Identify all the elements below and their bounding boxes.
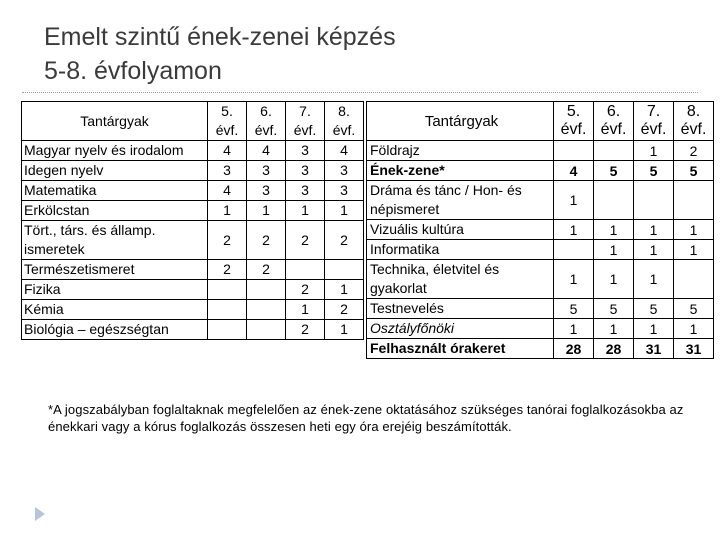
subject-cell: Vizuális kultúra [367, 220, 554, 240]
hours-cell [286, 260, 325, 280]
hours-cell: 28 [594, 339, 634, 359]
table-row [22, 320, 364, 340]
hours-cell [554, 141, 594, 161]
column-header-subject: Tantárgyak [22, 102, 208, 141]
subject-cell: Kémia [22, 300, 208, 320]
hours-cell [325, 260, 364, 280]
hours-cell [634, 181, 674, 220]
table-header-row [367, 102, 714, 141]
table-row [22, 201, 364, 221]
table-row [367, 161, 714, 181]
hours-cell: 3 [208, 161, 247, 181]
hours-cell: 5 [594, 299, 634, 319]
subject-cell: Osztályfőnöki [367, 319, 554, 339]
slide-title: Emelt szintű ének-zenei képzés [44, 23, 396, 51]
hours-cell: 1 [674, 319, 714, 339]
table-row [367, 319, 714, 339]
hours-cell: 28 [554, 339, 594, 359]
hours-cell: 1 [247, 201, 286, 221]
subject-cell: Természetismeret [22, 260, 208, 280]
table-row [22, 161, 364, 181]
hours-cell: 1 [554, 319, 594, 339]
hours-cell: 1 [674, 240, 714, 260]
column-header-grade [634, 102, 674, 141]
hours-cell: 1 [554, 220, 594, 240]
hours-cell [554, 240, 594, 260]
column-header-grade [554, 102, 594, 141]
subject-cell: Tört., társ. és államp. ismeretek [22, 221, 208, 260]
hours-cell: 1 [286, 201, 325, 221]
column-header-grade [674, 102, 714, 141]
hours-cell: 31 [634, 339, 674, 359]
subject-cell: Testnevelés [367, 299, 554, 319]
hours-cell [208, 320, 247, 340]
hours-cell: 1 [325, 201, 364, 221]
hours-cell: 1 [325, 280, 364, 300]
hours-cell: 4 [554, 161, 594, 181]
subject-cell: Dráma és tánc / Hon- és népismeret [367, 181, 554, 220]
hours-cell: 2 [674, 141, 714, 161]
hours-cell: 2 [247, 221, 286, 260]
hours-cell: 2 [286, 280, 325, 300]
hours-cell: 3 [247, 161, 286, 181]
hours-cell: 1 [286, 300, 325, 320]
grade-suffix: évf. [600, 121, 627, 138]
table-row [22, 141, 364, 161]
hours-cell: 31 [674, 339, 714, 359]
hours-cell: 5 [674, 161, 714, 181]
subject-cell: Biológia – egészségtan [22, 320, 208, 340]
table-row [367, 141, 714, 161]
hours-cell: 1 [594, 240, 634, 260]
grade-suffix: évf. [680, 121, 707, 138]
hours-cell: 2 [208, 260, 247, 280]
hours-cell: 5 [634, 299, 674, 319]
hours-cell: 4 [247, 141, 286, 161]
hours-cell [594, 141, 634, 161]
subject-cell: Felhasznált órakeret [367, 339, 554, 359]
grade-number: 6. [606, 103, 621, 120]
hours-cell: 1 [674, 220, 714, 240]
curriculum-table-right [366, 101, 714, 359]
table-row [367, 220, 714, 240]
subject-cell: Informatika [367, 240, 554, 260]
subject-cell: Fizika [22, 280, 208, 300]
hours-cell: 1 [554, 181, 594, 220]
table-row [22, 300, 364, 320]
table-row [367, 299, 714, 319]
grade-number: 5. [566, 103, 581, 120]
subject-cell: Matematika [22, 181, 208, 201]
hours-cell [674, 260, 714, 299]
hours-cell: 5 [634, 161, 674, 181]
subject-cell: Idegen nyelv [22, 161, 208, 181]
hours-cell: 3 [286, 181, 325, 201]
hours-cell: 1 [634, 319, 674, 339]
table-row [22, 181, 364, 201]
hours-cell: 3 [247, 181, 286, 201]
hours-cell [208, 300, 247, 320]
hours-cell: 5 [554, 299, 594, 319]
hours-cell: 1 [594, 319, 634, 339]
curriculum-table-left [21, 101, 364, 340]
hours-cell: 1 [554, 260, 594, 299]
hours-cell [594, 181, 634, 220]
hours-cell: 3 [286, 161, 325, 181]
table-row [22, 260, 364, 280]
hours-cell: 1 [594, 260, 634, 299]
subject-cell: Földrajz [367, 141, 554, 161]
grade-suffix: évf. [640, 121, 667, 138]
hours-cell: 1 [634, 260, 674, 299]
column-header-grade: 8. évf. [325, 102, 364, 141]
subject-cell: Technika, életvitel és gyakorlat [367, 260, 554, 299]
column-header-grade: 6. évf. [247, 102, 286, 141]
hours-cell: 2 [247, 260, 286, 280]
grade-number: 7. [646, 103, 661, 120]
column-header-grade: 7. évf. [286, 102, 325, 141]
hours-cell: 3 [325, 181, 364, 201]
hours-cell [247, 280, 286, 300]
subject-cell: Magyar nyelv és irodalom [22, 141, 208, 161]
table-row [367, 240, 714, 260]
slide-subtitle: 5-8. évfolyamon [44, 57, 222, 85]
hours-cell: 4 [325, 141, 364, 161]
hours-cell: 1 [634, 141, 674, 161]
column-header-grade [594, 102, 634, 141]
table-header-row [22, 102, 364, 141]
table-row [22, 221, 364, 260]
hours-cell [674, 181, 714, 220]
hours-cell: 1 [208, 201, 247, 221]
hours-cell: 2 [286, 221, 325, 260]
table-row [367, 339, 714, 359]
hours-cell: 1 [325, 320, 364, 340]
hours-cell: 4 [208, 181, 247, 201]
column-header-subject: Tantárgyak [367, 102, 554, 141]
column-header-grade: 5. évf. [208, 102, 247, 141]
hours-cell: 1 [634, 240, 674, 260]
hours-cell: 2 [208, 221, 247, 260]
hours-cell: 3 [286, 141, 325, 161]
hours-cell [208, 280, 247, 300]
subject-cell: Ének-zene* [367, 161, 554, 181]
hours-cell [247, 320, 286, 340]
slide-nav-arrow-icon[interactable] [35, 507, 45, 521]
table-row [367, 260, 714, 299]
hours-cell: 3 [325, 161, 364, 181]
title-divider [22, 92, 698, 93]
grade-number: 8. [686, 103, 701, 120]
hours-cell: 2 [325, 300, 364, 320]
hours-cell [247, 300, 286, 320]
footnote: *A jogszabályban foglaltaknak megfelelően az ének-zene oktatásához szükséges tanórai foglalkozásokba az énekkari vagy a kórus foglalkozás összesen heti egy óra erejéig beszámították. [48, 402, 684, 434]
table-row [22, 280, 364, 300]
hours-cell: 1 [634, 220, 674, 240]
table-row [367, 181, 714, 220]
hours-cell: 1 [594, 220, 634, 240]
hours-cell: 4 [208, 141, 247, 161]
hours-cell: 5 [594, 161, 634, 181]
subject-cell: Erkölcstan [22, 201, 208, 221]
hours-cell: 5 [674, 299, 714, 319]
hours-cell: 2 [325, 221, 364, 260]
hours-cell: 2 [286, 320, 325, 340]
grade-suffix: évf. [560, 121, 587, 138]
